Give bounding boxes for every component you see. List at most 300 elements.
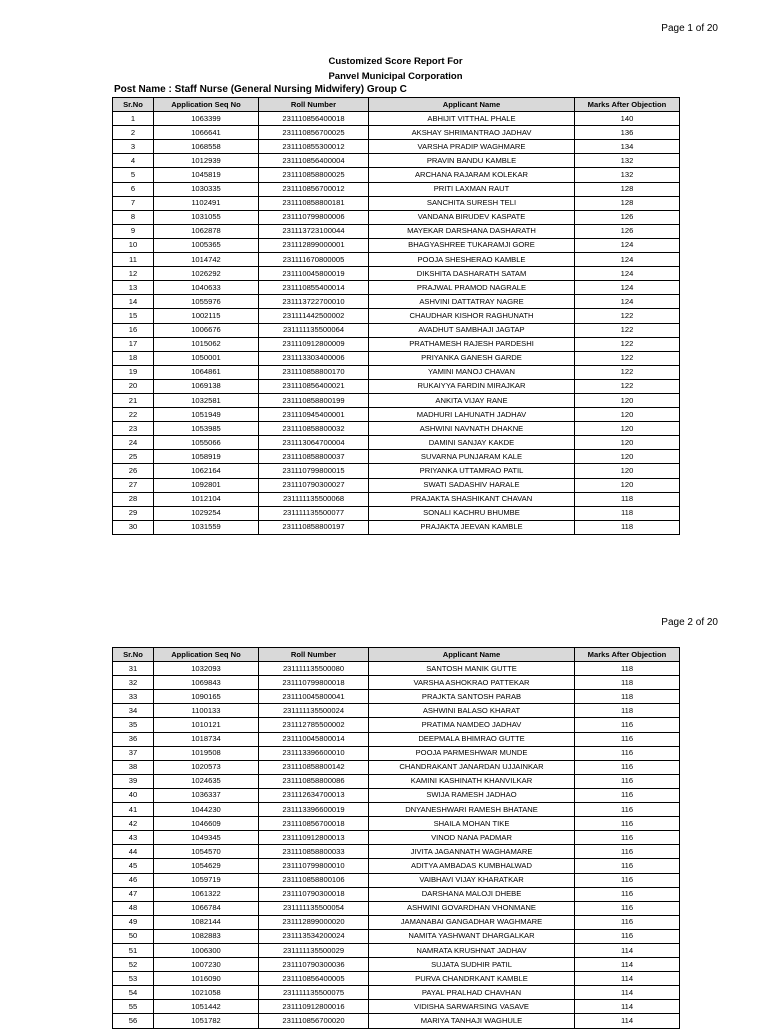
cell-applicant-name: PRIYANKA GANESH GARDE: [369, 351, 575, 365]
cell-srno: 29: [113, 506, 154, 520]
cell-roll-number: 231113396600010: [259, 746, 369, 760]
cell-applicant-name: SONALI KACHRU BHUMBE: [369, 506, 575, 520]
table-row: [113, 760, 680, 774]
cell-applicant-name: ASHWINI NAVNATH DHAKNE: [369, 422, 575, 436]
score-table-page-2: [112, 647, 680, 1029]
table-row: [113, 464, 680, 478]
cell-marks: 136: [575, 126, 680, 140]
cell-application-seq-no: 1005365: [154, 238, 259, 252]
cell-applicant-name: VANDANA BIRUDEV KASPATE: [369, 210, 575, 224]
cell-srno: 16: [113, 323, 154, 337]
cell-srno: 20: [113, 379, 154, 393]
page-number-1: Page 1 of 20: [661, 23, 718, 34]
cell-roll-number: 231110858800199: [259, 393, 369, 407]
cell-roll-number: 231110856700012: [259, 182, 369, 196]
cell-marks: 124: [575, 253, 680, 267]
cell-marks: 116: [575, 915, 680, 929]
cell-application-seq-no: 1053985: [154, 422, 259, 436]
cell-applicant-name: SUVARNA PUNJARAM KALE: [369, 450, 575, 464]
table-body-page-2: [113, 662, 680, 1028]
cell-roll-number: 231112785500002: [259, 718, 369, 732]
cell-application-seq-no: 1006300: [154, 943, 259, 957]
cell-application-seq-no: 1012939: [154, 154, 259, 168]
cell-srno: 27: [113, 478, 154, 492]
cell-srno: 42: [113, 817, 154, 831]
cell-srno: 40: [113, 788, 154, 802]
table-row: [113, 238, 680, 252]
cell-marks: 118: [575, 690, 680, 704]
cell-application-seq-no: 1059719: [154, 873, 259, 887]
cell-applicant-name: MADHURI LAHUNATH JADHAV: [369, 408, 575, 422]
cell-roll-number: 231110790300036: [259, 958, 369, 972]
report-title-line-1: Customized Score Report For: [328, 56, 463, 67]
table-row: [113, 873, 680, 887]
cell-srno: 53: [113, 972, 154, 986]
cell-srno: 36: [113, 732, 154, 746]
cell-srno: 11: [113, 253, 154, 267]
cell-marks: 116: [575, 845, 680, 859]
table-row: [113, 295, 680, 309]
cell-application-seq-no: 1010121: [154, 718, 259, 732]
cell-roll-number: 231111135500068: [259, 492, 369, 506]
cell-marks: 116: [575, 746, 680, 760]
cell-roll-number: 231111670800005: [259, 253, 369, 267]
cell-application-seq-no: 1054629: [154, 859, 259, 873]
cell-application-seq-no: 1020573: [154, 760, 259, 774]
cell-application-seq-no: 1051949: [154, 408, 259, 422]
table-row: [113, 422, 680, 436]
cell-applicant-name: ASHWINI GOVARDHAN VHONMANE: [369, 901, 575, 915]
cell-marks: 118: [575, 492, 680, 506]
table-row: [113, 224, 680, 238]
cell-applicant-name: JIVITA JAGANNATH WAGHAMARE: [369, 845, 575, 859]
cell-srno: 37: [113, 746, 154, 760]
cell-applicant-name: NAMRATA KRUSHNAT JADHAV: [369, 943, 575, 957]
table-row: [113, 859, 680, 873]
cell-application-seq-no: 1031559: [154, 520, 259, 534]
table-row: [113, 972, 680, 986]
cell-srno: 39: [113, 774, 154, 788]
cell-roll-number: 231110856700020: [259, 1014, 369, 1028]
cell-applicant-name: DAMINI SANJAY KAKDE: [369, 436, 575, 450]
cell-applicant-name: PRITI LAXMAN RAUT: [369, 182, 575, 196]
cell-marks: 118: [575, 662, 680, 676]
cell-roll-number: 231110858800032: [259, 422, 369, 436]
cell-marks: 116: [575, 718, 680, 732]
cell-applicant-name: CHAUDHAR KISHOR RAGHUNATH: [369, 309, 575, 323]
cell-marks: 116: [575, 803, 680, 817]
cell-srno: 17: [113, 337, 154, 351]
cell-marks: 114: [575, 972, 680, 986]
cell-roll-number: 231110790300027: [259, 478, 369, 492]
cell-marks: 132: [575, 154, 680, 168]
cell-marks: 116: [575, 732, 680, 746]
cell-application-seq-no: 1090165: [154, 690, 259, 704]
cell-application-seq-no: 1031055: [154, 210, 259, 224]
cell-roll-number: 231110856400005: [259, 972, 369, 986]
table-row: [113, 831, 680, 845]
cell-roll-number: 231110856700018: [259, 817, 369, 831]
cell-roll-number: 231113303400006: [259, 351, 369, 365]
cell-applicant-name: PRAJAKTA SHASHIKANT CHAVAN: [369, 492, 575, 506]
table-row: [113, 520, 680, 534]
table-row: [113, 901, 680, 915]
cell-application-seq-no: 1044230: [154, 803, 259, 817]
cell-marks: 128: [575, 196, 680, 210]
cell-roll-number: 231110856400004: [259, 154, 369, 168]
cell-marks: 124: [575, 281, 680, 295]
table-row: [113, 676, 680, 690]
header-srno: Sr.No: [113, 648, 154, 662]
cell-roll-number: 231113722700010: [259, 295, 369, 309]
cell-application-seq-no: 1046609: [154, 817, 259, 831]
cell-roll-number: 231110912800009: [259, 337, 369, 351]
cell-srno: 48: [113, 901, 154, 915]
table-row: [113, 662, 680, 676]
cell-srno: 12: [113, 267, 154, 281]
table-row: [113, 379, 680, 393]
table-row: [113, 450, 680, 464]
table-row: [113, 915, 680, 929]
cell-srno: 9: [113, 224, 154, 238]
cell-roll-number: 231110858800086: [259, 774, 369, 788]
cell-marks: 120: [575, 393, 680, 407]
header-application-seq-no: Application Seq No: [154, 648, 259, 662]
cell-marks: 122: [575, 351, 680, 365]
table-row: [113, 196, 680, 210]
cell-srno: 19: [113, 365, 154, 379]
cell-marks: 124: [575, 295, 680, 309]
cell-roll-number: 231110045800014: [259, 732, 369, 746]
score-table-page-1: [112, 97, 680, 535]
cell-srno: 56: [113, 1014, 154, 1028]
cell-srno: 45: [113, 859, 154, 873]
cell-marks: 120: [575, 436, 680, 450]
cell-applicant-name: SWATI SADASHIV HARALE: [369, 478, 575, 492]
cell-application-seq-no: 1100133: [154, 704, 259, 718]
table-row: [113, 746, 680, 760]
cell-applicant-name: SUJATA SUDHIR PATIL: [369, 958, 575, 972]
cell-applicant-name: POOJA SHESHERAO KAMBLE: [369, 253, 575, 267]
cell-marks: 126: [575, 210, 680, 224]
cell-roll-number: 231111135500064: [259, 323, 369, 337]
cell-roll-number: 231110858800197: [259, 520, 369, 534]
header-applicant-name: Applicant Name: [369, 648, 575, 662]
table-row: [113, 253, 680, 267]
cell-srno: 5: [113, 168, 154, 182]
cell-applicant-name: KAMINI KASHINATH KHANVILKAR: [369, 774, 575, 788]
cell-srno: 30: [113, 520, 154, 534]
cell-roll-number: 231110945400001: [259, 408, 369, 422]
table-row: [113, 929, 680, 943]
table-body-page-1: [113, 112, 680, 535]
cell-applicant-name: RUKAIYYA FARDIN MIRAJKAR: [369, 379, 575, 393]
cell-application-seq-no: 1040633: [154, 281, 259, 295]
cell-applicant-name: VARSHA PRADIP WAGHMARE: [369, 140, 575, 154]
cell-application-seq-no: 1062164: [154, 464, 259, 478]
cell-roll-number: 231110858800181: [259, 196, 369, 210]
table-row: [113, 887, 680, 901]
table-row: [113, 309, 680, 323]
cell-applicant-name: NAMITA YASHWANT DHARGALKAR: [369, 929, 575, 943]
cell-srno: 55: [113, 1000, 154, 1014]
cell-srno: 24: [113, 436, 154, 450]
cell-roll-number: 231111135500024: [259, 704, 369, 718]
cell-roll-number: 231110912800013: [259, 831, 369, 845]
cell-applicant-name: SHAILA MOHAN TIKE: [369, 817, 575, 831]
cell-applicant-name: ARCHANA RAJARAM KOLEKAR: [369, 168, 575, 182]
cell-roll-number: 231110045800041: [259, 690, 369, 704]
table-row: [113, 210, 680, 224]
cell-application-seq-no: 1050001: [154, 351, 259, 365]
cell-marks: 116: [575, 788, 680, 802]
table-row: [113, 126, 680, 140]
cell-application-seq-no: 1082144: [154, 915, 259, 929]
cell-roll-number: 231113396600019: [259, 803, 369, 817]
cell-marks: 114: [575, 1014, 680, 1028]
cell-applicant-name: AVADHUT SAMBHAJI JAGTAP: [369, 323, 575, 337]
table-row: [113, 803, 680, 817]
cell-roll-number: 231113534200024: [259, 929, 369, 943]
table-row: [113, 140, 680, 154]
cell-srno: 51: [113, 943, 154, 957]
table-row: [113, 774, 680, 788]
cell-application-seq-no: 1092801: [154, 478, 259, 492]
table-row: [113, 943, 680, 957]
cell-application-seq-no: 1066784: [154, 901, 259, 915]
cell-roll-number: 231110856700025: [259, 126, 369, 140]
cell-application-seq-no: 1061322: [154, 887, 259, 901]
cell-applicant-name: VIDISHA SARWARSING VASAVE: [369, 1000, 575, 1014]
table-header-row: [113, 98, 680, 112]
cell-roll-number: 231110045800019: [259, 267, 369, 281]
cell-application-seq-no: 1026292: [154, 267, 259, 281]
cell-roll-number: 231113064700004: [259, 436, 369, 450]
report-title: [112, 54, 679, 84]
table-header-row: [113, 648, 680, 662]
cell-srno: 38: [113, 760, 154, 774]
cell-application-seq-no: 1014742: [154, 253, 259, 267]
cell-application-seq-no: 1007230: [154, 958, 259, 972]
cell-applicant-name: YAMINI MANOJ CHAVAN: [369, 365, 575, 379]
cell-application-seq-no: 1016090: [154, 972, 259, 986]
table-row: [113, 182, 680, 196]
cell-roll-number: 231110858800142: [259, 760, 369, 774]
cell-application-seq-no: 1062878: [154, 224, 259, 238]
cell-srno: 50: [113, 929, 154, 943]
table-row: [113, 492, 680, 506]
cell-marks: 140: [575, 112, 680, 126]
cell-srno: 18: [113, 351, 154, 365]
cell-applicant-name: JAMANABAI GANGADHAR WAGHMARE: [369, 915, 575, 929]
cell-marks: 116: [575, 774, 680, 788]
cell-marks: 114: [575, 943, 680, 957]
cell-application-seq-no: 1015062: [154, 337, 259, 351]
cell-marks: 132: [575, 168, 680, 182]
cell-applicant-name: DNYANESHWARI RAMESH BHATANE: [369, 803, 575, 817]
header-marks-after-objection: Marks After Objection: [575, 98, 680, 112]
cell-application-seq-no: 1055976: [154, 295, 259, 309]
cell-marks: 120: [575, 422, 680, 436]
cell-applicant-name: PRAJWAL PRAMOD NAGRALE: [369, 281, 575, 295]
cell-application-seq-no: 1058919: [154, 450, 259, 464]
table-row: [113, 845, 680, 859]
header-roll-number: Roll Number: [259, 98, 369, 112]
cell-srno: 33: [113, 690, 154, 704]
cell-marks: 116: [575, 887, 680, 901]
report-title-line-2: Panvel Municipal Corporation: [328, 71, 463, 82]
cell-applicant-name: ANKITA VIJAY RANE: [369, 393, 575, 407]
cell-roll-number: 231111442500002: [259, 309, 369, 323]
cell-applicant-name: ADITYA AMBADAS KUMBHALWAD: [369, 859, 575, 873]
cell-srno: 44: [113, 845, 154, 859]
cell-applicant-name: ASHWINI BALASO KHARAT: [369, 704, 575, 718]
cell-application-seq-no: 1064861: [154, 365, 259, 379]
cell-srno: 47: [113, 887, 154, 901]
table-row: [113, 788, 680, 802]
cell-marks: 120: [575, 464, 680, 478]
cell-applicant-name: PURVA CHANDRKANT KAMBLE: [369, 972, 575, 986]
cell-srno: 4: [113, 154, 154, 168]
cell-application-seq-no: 1055066: [154, 436, 259, 450]
table-row: [113, 986, 680, 1000]
table-row: [113, 1000, 680, 1014]
cell-application-seq-no: 1029254: [154, 506, 259, 520]
cell-srno: 10: [113, 238, 154, 252]
cell-applicant-name: CHANDRAKANT JANARDAN UJJAINKAR: [369, 760, 575, 774]
cell-srno: 7: [113, 196, 154, 210]
cell-applicant-name: PRAJKTA SANTOSH PARAB: [369, 690, 575, 704]
post-name: Post Name : Staff Nurse (General Nursing Midwifery) Group C: [114, 84, 407, 95]
cell-application-seq-no: 1018734: [154, 732, 259, 746]
cell-marks: 118: [575, 704, 680, 718]
cell-application-seq-no: 1030335: [154, 182, 259, 196]
cell-srno: 52: [113, 958, 154, 972]
cell-application-seq-no: 1006676: [154, 323, 259, 337]
cell-application-seq-no: 1049345: [154, 831, 259, 845]
cell-marks: 116: [575, 873, 680, 887]
cell-roll-number: 231113723100044: [259, 224, 369, 238]
cell-applicant-name: VARSHA ASHOKRAO PATTEKAR: [369, 676, 575, 690]
table-row: [113, 436, 680, 450]
table-row: [113, 958, 680, 972]
cell-application-seq-no: 1036337: [154, 788, 259, 802]
cell-application-seq-no: 1082883: [154, 929, 259, 943]
cell-srno: 26: [113, 464, 154, 478]
cell-srno: 49: [113, 915, 154, 929]
table-row: [113, 112, 680, 126]
table-row: [113, 323, 680, 337]
cell-srno: 54: [113, 986, 154, 1000]
cell-srno: 2: [113, 126, 154, 140]
cell-roll-number: 231110799800010: [259, 859, 369, 873]
cell-marks: 116: [575, 831, 680, 845]
cell-applicant-name: POOJA PARMESHWAR MUNDE: [369, 746, 575, 760]
cell-srno: 41: [113, 803, 154, 817]
table-row: [113, 168, 680, 182]
header-srno: Sr.No: [113, 98, 154, 112]
header-application-seq-no: Application Seq No: [154, 98, 259, 112]
cell-marks: 120: [575, 450, 680, 464]
cell-application-seq-no: 1019508: [154, 746, 259, 760]
cell-srno: 13: [113, 281, 154, 295]
table-row: [113, 281, 680, 295]
cell-marks: 116: [575, 817, 680, 831]
cell-marks: 120: [575, 478, 680, 492]
cell-marks: 118: [575, 506, 680, 520]
cell-marks: 122: [575, 323, 680, 337]
cell-marks: 116: [575, 760, 680, 774]
cell-roll-number: 231111135500080: [259, 662, 369, 676]
cell-applicant-name: ASHVINI DATTATRAY NAGRE: [369, 295, 575, 309]
cell-srno: 1: [113, 112, 154, 126]
table-row: [113, 817, 680, 831]
cell-applicant-name: PRIYANKA UTTAMRAO PATIL: [369, 464, 575, 478]
cell-srno: 32: [113, 676, 154, 690]
cell-roll-number: 231110856400021: [259, 379, 369, 393]
cell-roll-number: 231110855400014: [259, 281, 369, 295]
table-row: [113, 704, 680, 718]
cell-application-seq-no: 1032093: [154, 662, 259, 676]
cell-srno: 3: [113, 140, 154, 154]
table-row: [113, 393, 680, 407]
cell-marks: 116: [575, 929, 680, 943]
cell-applicant-name: ABHIJIT VITTHAL PHALE: [369, 112, 575, 126]
cell-roll-number: 231112899000001: [259, 238, 369, 252]
page-number-2: Page 2 of 20: [661, 617, 718, 628]
cell-roll-number: 231111135500029: [259, 943, 369, 957]
cell-marks: 134: [575, 140, 680, 154]
cell-marks: 122: [575, 379, 680, 393]
cell-application-seq-no: 1051782: [154, 1014, 259, 1028]
cell-roll-number: 231110799800015: [259, 464, 369, 478]
cell-roll-number: 231110858800170: [259, 365, 369, 379]
cell-marks: 114: [575, 958, 680, 972]
cell-marks: 114: [575, 1000, 680, 1014]
cell-roll-number: 231112899000020: [259, 915, 369, 929]
cell-application-seq-no: 1021058: [154, 986, 259, 1000]
cell-applicant-name: SANTOSH MANIK GUTTE: [369, 662, 575, 676]
cell-applicant-name: PRAVIN BANDU KAMBLE: [369, 154, 575, 168]
cell-marks: 118: [575, 520, 680, 534]
cell-applicant-name: VINOD NANA PADMAR: [369, 831, 575, 845]
cell-application-seq-no: 1002115: [154, 309, 259, 323]
cell-application-seq-no: 1024635: [154, 774, 259, 788]
cell-marks: 120: [575, 408, 680, 422]
cell-application-seq-no: 1068558: [154, 140, 259, 154]
cell-applicant-name: BHAGYASHREE TUKARAMJI GORE: [369, 238, 575, 252]
cell-marks: 126: [575, 224, 680, 238]
cell-application-seq-no: 1054570: [154, 845, 259, 859]
cell-roll-number: 231110790300018: [259, 887, 369, 901]
cell-roll-number: 231111135500077: [259, 506, 369, 520]
cell-srno: 31: [113, 662, 154, 676]
cell-application-seq-no: 1063399: [154, 112, 259, 126]
cell-marks: 128: [575, 182, 680, 196]
cell-srno: 6: [113, 182, 154, 196]
cell-srno: 22: [113, 408, 154, 422]
table-row: [113, 478, 680, 492]
cell-srno: 23: [113, 422, 154, 436]
cell-applicant-name: SANCHITA SURESH TELI: [369, 196, 575, 210]
cell-marks: 116: [575, 859, 680, 873]
cell-marks: 122: [575, 337, 680, 351]
cell-application-seq-no: 1045819: [154, 168, 259, 182]
cell-marks: 116: [575, 901, 680, 915]
cell-srno: 28: [113, 492, 154, 506]
cell-application-seq-no: 1069138: [154, 379, 259, 393]
table-row: [113, 351, 680, 365]
